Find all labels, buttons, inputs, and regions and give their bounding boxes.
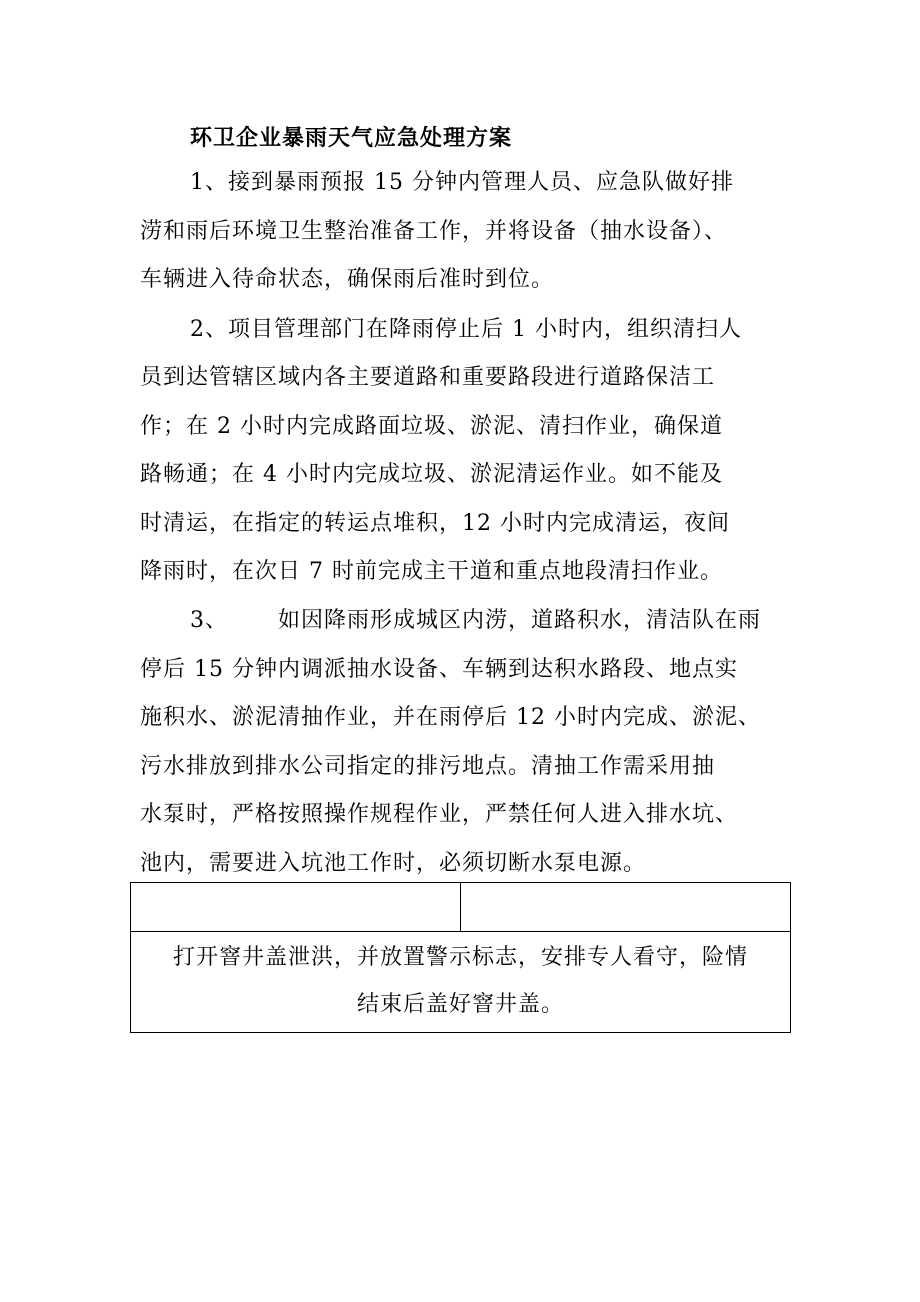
para1-line-3: 车辆进入待命状态，确保雨后准时到位。 [140,267,555,292]
para2-line-1: 2、项目管理部门在降雨停止后 1 小时内，组织清扫人 [190,317,742,342]
document-title: 环卫企业暴雨天气应急处理方案 [190,125,513,151]
para3-line-4: 污水排放到排水公司指定的排污地点。清抽工作需采用抽 [140,754,716,779]
para3-line-2: 停后 15 分钟内调派抽水设备、车辆到达积水路段、地点实 [140,657,738,682]
table-cell-instructions [131,932,791,1033]
para2-line-2: 员到达管辖区域内各主要道路和重要路段进行道路保洁工 [140,365,716,390]
table-cell-empty-left [131,883,461,932]
table-row [131,883,791,932]
para2-line-3: 作；在 2 小时内完成路面垃圾、淤泥、清扫作业，确保道 [140,414,723,439]
table-row [131,932,791,1033]
table-cell-empty-right [461,883,791,932]
para3-line-6: 池内，需要进入坑池工作时，必须切断水泵电源。 [140,851,647,876]
para3-line-1-text: 如因降雨形成城区内涝，道路积水，清洁队在雨 [278,608,762,633]
para3-number: 3、 [190,608,228,633]
table-cell-line-1: 打开窨井盖泄洪，并放置警示标志，安排专人看守，险情 [172,945,748,970]
para1-line-1: 1、接到暴雨预报 15 分钟内管理人员、应急队做好排 [190,170,734,195]
table-cell-line-2: 结束后盖好窨井盖。 [356,992,564,1017]
para2-line-5: 时清运，在指定的转运点堆积，12 小时内完成清运，夜间 [140,511,730,536]
para1-line-2: 涝和雨后环境卫生整治准备工作，并将设备（抽水设备）、 [140,219,728,244]
para2-line-4: 路畅通；在 4 小时内完成垃圾、淤泥清运作业。如不能及 [140,462,723,487]
para3-line-3: 施积水、淤泥清抽作业，并在雨停后 12 小时内完成、淤泥、 [140,705,761,730]
measures-table [130,882,791,1033]
para3-line-5: 水泵时，严格按照操作规程作业，严禁任何人进入排水坑、 [140,802,739,827]
para3-line-1 [190,601,761,641]
para2-line-6: 降雨时，在次日 7 时前完成主干道和重点地段清扫作业。 [140,559,723,584]
